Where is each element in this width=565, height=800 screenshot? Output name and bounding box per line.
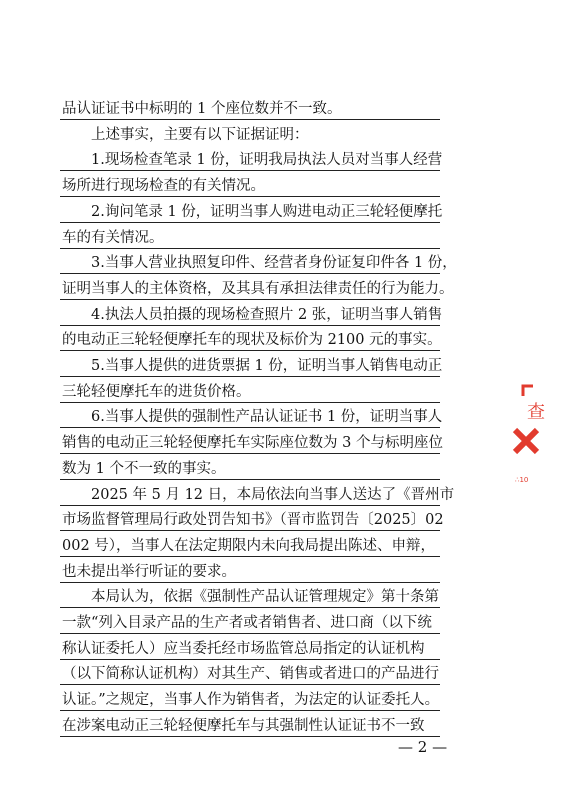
page-number: — 2 — bbox=[398, 738, 448, 756]
text-line: 一款“列入目录产品的生产者或者销售者、进口商（以下统 bbox=[62, 615, 432, 631]
underline-mark bbox=[60, 248, 440, 249]
underline-mark bbox=[60, 325, 440, 326]
underline-mark bbox=[60, 196, 440, 197]
underline-mark bbox=[60, 505, 440, 506]
underline-mark bbox=[60, 479, 440, 480]
underline-mark bbox=[60, 582, 440, 583]
text-line: 品认证证书中标明的 1 个座位数并不一致。 bbox=[62, 101, 342, 117]
underline-mark bbox=[60, 119, 440, 120]
text-line: 三轮轻便摩托车的进货价格。 bbox=[62, 383, 251, 400]
text-line: 的电动正三轮轻便摩托车的现状及标价为 2100 元的事实。 bbox=[62, 332, 442, 349]
text-line: 也未提出举行听证的要求。 bbox=[62, 563, 236, 580]
underline-mark bbox=[60, 659, 440, 660]
text-line: 4.执法人员拍摄的现场检查照片 2 张，证明当事人销售 bbox=[62, 306, 443, 323]
text-line: 称认证委托人）应当委托经市场监管总局指定的认证机构 bbox=[62, 640, 425, 657]
underline-mark bbox=[60, 273, 440, 274]
text-line: 2.询问笔录 1 份，证明当事人购进电动正三轮轻便摩托 bbox=[62, 203, 443, 220]
underline-mark bbox=[60, 453, 440, 454]
text-line: 车的有关情况。 bbox=[62, 229, 164, 246]
underline-mark bbox=[60, 736, 440, 737]
text-line: 在涉案电动正三轮轻便摩托车与其强制性认证证书不一致 bbox=[62, 717, 425, 734]
underline-mark bbox=[60, 350, 440, 351]
underline-mark bbox=[60, 299, 440, 300]
underline-mark bbox=[60, 170, 440, 171]
text-line: 上述事实，主要有以下证据证明： bbox=[62, 126, 309, 143]
svg-text:∴10: ∴10 bbox=[515, 476, 529, 484]
seal-stamp bbox=[503, 378, 565, 498]
underline-mark bbox=[60, 710, 440, 711]
text-line: 本局认为，依据《强制性产品认证管理规定》第十条第 bbox=[62, 589, 439, 606]
underline-mark bbox=[60, 530, 440, 531]
underline-mark bbox=[60, 633, 440, 634]
text-line: 5.当事人提供的进货票据 1 份，证明当事人销售电动正 bbox=[62, 358, 443, 374]
text-line: 002 号），当事人在法定期限内未向我局提出陈述、申辩， bbox=[62, 537, 436, 554]
svg-text:查: 查 bbox=[527, 402, 545, 423]
text-line: 认证。”之规定，当事人作为销售者，为法定的认证委托人。 bbox=[62, 692, 440, 709]
underline-mark bbox=[60, 684, 440, 685]
underline-mark bbox=[60, 427, 440, 428]
text-line: 销售的电动正三轮轻便摩托车实际座位数为 3 个与标明座位 bbox=[62, 435, 443, 452]
text-line: 场所进行现场检查的有关情况。 bbox=[62, 178, 265, 195]
text-line: 数为 1 个不一致的事实。 bbox=[62, 460, 226, 477]
text-line: 1.现场检查笔录 1 份，证明我局执法人员对当事人经营 bbox=[62, 152, 443, 169]
underline-mark bbox=[60, 222, 440, 223]
underline-mark bbox=[60, 376, 440, 377]
underline-mark bbox=[60, 607, 440, 608]
text-line: 2025 年 5 月 12 日，本局依法向当事人送达了《晋州市 bbox=[62, 486, 455, 503]
text-line: 市场监督管理局行政处罚告知书》（晋市监罚告〔2025〕02 bbox=[62, 512, 444, 529]
text-line: 3.当事人营业执照复印件、经营者身份证复印件各 1 份， bbox=[62, 255, 457, 272]
text-line: （以下简称认证机构）对其生产、销售或者进口的产品进行 bbox=[62, 666, 439, 683]
text-line: 6.当事人提供的强制性产品认证证书 1 份，证明当事人 bbox=[62, 409, 443, 426]
underline-mark bbox=[60, 556, 440, 557]
text-line: 证明当事人的主体资格，及其具有承担法律责任的行为能力。 bbox=[62, 280, 454, 297]
underline-mark bbox=[60, 402, 440, 403]
